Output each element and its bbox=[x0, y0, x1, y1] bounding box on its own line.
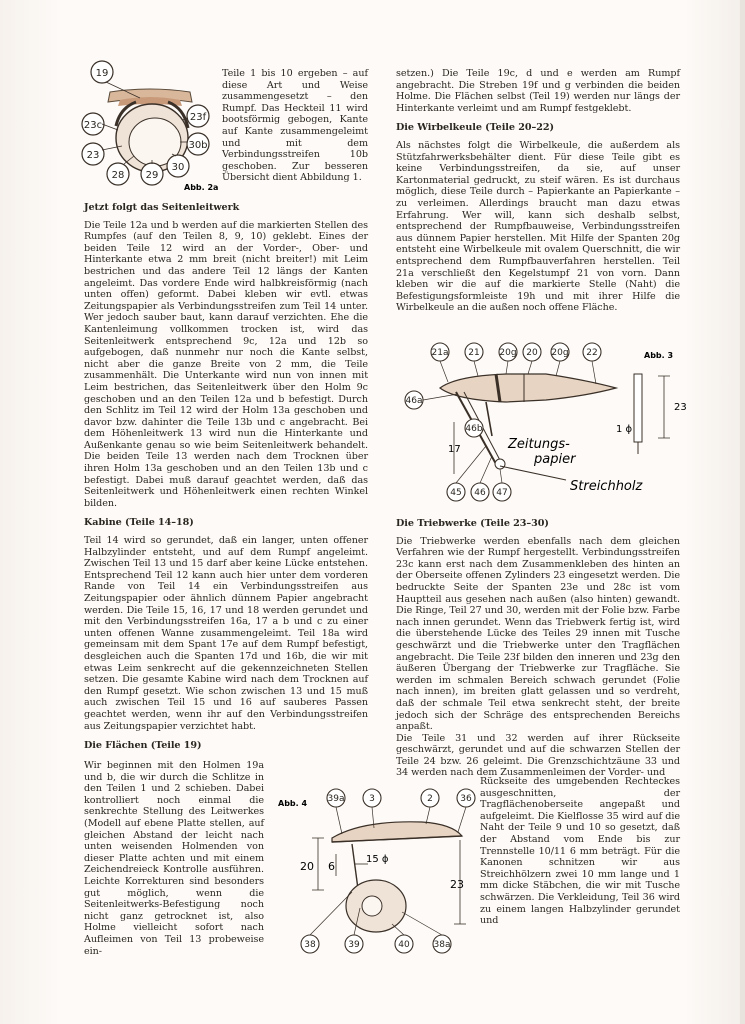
figure-3-drawing bbox=[396, 336, 686, 506]
word-streichholz: Streichholz bbox=[570, 479, 643, 494]
label-23f: 23f bbox=[189, 112, 207, 123]
figure-2a bbox=[80, 56, 220, 196]
heading-wirbelkeule: Die Wirbelkeule (Teile 20–22) bbox=[396, 122, 554, 134]
label-46a: 46a bbox=[405, 396, 423, 406]
dim-17: 17 bbox=[448, 444, 461, 455]
dim-20: 20 bbox=[300, 860, 314, 873]
triebwerke-continued bbox=[480, 776, 680, 927]
label-3: 3 bbox=[369, 794, 375, 804]
figure-3 bbox=[396, 336, 686, 506]
label-21a: 21a bbox=[431, 348, 449, 358]
label-22: 22 bbox=[586, 348, 598, 358]
paragraph-kabine: Teil 14 wird so gerundet, daß ein langer, unten offener Halbzylinder entsteht, und auf dem Rumpf angeleimt. Zwischen Teil 13 und 15 darf aber keine Lücke entstehen. Entsprechend Teil 12 kann auch hier unter dem vorderen Rande von Teil 14 ein Verbindungsstreifen aus Zeitungspapier oder ähnlich dünnem Papier angebracht werden. Die Teile 15, 16, 17 und 18 werden gerundet und mit den Verbindungsstreifen 16a, 17 a b und c zu einer unten offenen Wanne zusammengeleimt. Teil 18a wird gemeinsam mit dem Spant 17e auf dem Rumpf befestigt, desgleichen auch die Spanten 17d und 16b, die wir mit etwas Leim senkrecht auf die gekennzeichneten Stellen setzen. Die gesamte Kabine wird nach dem Trocknen auf den Rumpf gesetzt. Wie schon zwischen 13 und 15 muß auch zwischen Teil 15 und 16 auf sauberes Passen geachtet werden, wenn ihr auf den Verbindungsstreifen aus Zeitungspapier verzichtet habt. bbox=[84, 535, 368, 732]
label-23: 23 bbox=[86, 150, 100, 161]
paragraph-triebwerke-3: Rückseite des umgebenden Rechteckes ausgeschnitten, der Tragflächenoberseite angepaßt und aufgeleimt. Die Kielflosse 35 wird auf die Naht der Teile 9 und 10 so gesetzt, daß der Abstand vom Ende bis zur Trennstelle 10/11 6 mm beträgt. Für die Kanonen schnitzen wir aus Streichhölzern zwei 10 mm lange und 1 mm dicke Stäbchen, die wir mit Tusche schwärzen. Die Verkleidung, Teil 36 wird zu einem langen Halbzylinder gerundet und bbox=[480, 776, 680, 927]
figure-2a-caption: Abb. 2a bbox=[184, 183, 219, 192]
label-38a: 38a bbox=[433, 940, 451, 950]
label-2: 2 bbox=[427, 794, 433, 804]
heading-triebwerke: Die Triebwerke (Teile 23–30) bbox=[396, 518, 549, 529]
paragraph-triebwerke-1: Die Triebwerke werden ebenfalls nach dem gleichen Verfahren wie der Rumpf hergestellt. Verbindungsstreifen 23c kann erst nach dem Zusammenkleben des hinten an der Oberseite offenen Zylinders 23 eingesetzt werden. Die bedruckte Seite der Spanten 23e und 28c ist vom Hauptteil aus gesehen nach außen (also hinten) gewandt. Die Ringe, Teil 27 und 30, werden mit der Folie bzw. Farbe nach innen gerundet. Wenn das Triebwerk fertig ist, wird die überstehende Lücke des Teiles 29 innen mit Tusche geschwärzt und die Triebwerke unter den Tragflächen angebracht. Die Teile 23f bilden den inneren und 23g den äußeren Übergang der Triebwerke zur Tragfläche. Sie werden im schmalen Bereich schwach gerundet (Folie nach innen), im breiten glatt gelassen und so verdreht, daß der schmale Teil etwa senkrecht steht, der breite jedoch sich der Schräge des entsprechenden Bereichs anpaßt. bbox=[396, 535, 680, 733]
label-30: 30 bbox=[171, 162, 185, 173]
figure-4-drawing bbox=[272, 784, 482, 960]
figure-2a-drawing bbox=[80, 56, 220, 196]
page-edge-shadow bbox=[740, 0, 745, 1024]
label-20: 20 bbox=[526, 348, 538, 358]
heading-seitenleitwerk: Jetzt folgt das Seitenleitwerk bbox=[84, 202, 240, 213]
triebwerke-section bbox=[396, 518, 680, 779]
paragraph-flaechen-continued: setzen.) Die Teile 19c, d und e werden am Rumpf angebracht. Die Streben 19f und g verbinden die beiden Holme. Die Flächen selbst (Teil 19) werden nur längs der Hinterkante verleimt und am Rumpf festgeklebt. bbox=[396, 68, 680, 114]
label-30b: 30b bbox=[188, 140, 208, 151]
paragraph-triebwerke-2: Die Teile 31 und 32 werden auf ihrer Rückseite geschwärzt, gerundet und auf die schwarzen Stellen der Teile 24 bzw. 26 geleimt. Die Grenzschichtzäune 33 und 34 werden nach dem Zusammenleimen der Vorder- und bbox=[396, 732, 680, 779]
intro-text-block bbox=[222, 68, 368, 184]
dim-6: 6 bbox=[328, 860, 335, 873]
word-zeitungs: Zeitungs- bbox=[508, 437, 570, 452]
label-39: 39 bbox=[348, 940, 360, 950]
word-papier: papier bbox=[534, 452, 576, 467]
paragraph-seitenleitwerk: Die Teile 12a und b werden auf die markierten Stellen des Rumpfes (auf den Teilen 8, 9, 10) geklebt. Eines der beiden Teile 12 wird an der Vorder-, Ober- und Hinterkante etwa 2 mm breit (nicht breiter!) mit Leim bestrichen und das andere Teil 12 längs der Kanten angeleimt. Das vordere Ende wird halbkreisförmig (nach unten offen) geformt. Dabei kleben wir evtl. etwas Zeitungspapier als Verbindungsstreifen zum Teil 14 unter. Wer jedoch sauber baut, kann darauf verzichten. Ehe die Kantenleimung vollkommen trocken ist, wird das Seitenleitwerk entsprechend 9c, 12a und 12b so aufgebogen, daß nunmehr nur noch die Kante selbst, nicht aber die ganze Breite von 2 mm, die Teile zusammenhält. Die Unterkante wird nun von innen mit Leim bestrichen, das Seitenleitwerk über den Holm 9c geschoben und an den Teilen 12a und b befestigt. Durch den Schlitz im Teil 12 wird der Holm 13a geschoben und davor bzw. dahinter die Teile 13b und c angebracht. Bei dem Höhenleitwerk 13 wird nun die Hinterkante und Außenkante genau so wie beim Seitenleitwerk behandelt. Die beiden Teile 13 werden nach dem Trocknen über ihren Holm 13a geschoben und an den Teilen 13b und c befestigt. Dabei muß darauf geachtet werden, daß das Seitenleitwerk und Höhenleitwerk einen rechten Winkel bilden. bbox=[84, 219, 368, 509]
label-45: 45 bbox=[450, 488, 462, 498]
label-20g-a: 20g bbox=[499, 348, 517, 358]
label-20g-b: 20g bbox=[551, 348, 569, 358]
label-36: 36 bbox=[460, 794, 472, 804]
dim-23: 23 bbox=[674, 402, 686, 413]
left-column bbox=[84, 202, 368, 758]
dim-diameter: 1 ϕ bbox=[616, 424, 633, 435]
paragraph-wirbelkeule: Als nächstes folgt die Wirbelkeule, die außerdem als Stützfahrwerksbehälter dient. Für diese Teile gibt es keine Verbindungsstreifen, da sie, auf unser Kartonmaterial gedruckt, zu steif wären. Es ist durchaus möglich, diese Teile durch – Papierkante an Papierkante – zu verleimen. Allerdings braucht man dazu etwas Erfahrung. Wer will, kann sich deshalb selbst, entsprechend der Rumpfbauweise, Verbindungsstreifen aus dünnem Papier herstellen. Mit Hilfe der Spanten 20g entsteht eine Wirbelkeule mit ovalem Querschnitt, die wir entsprechend dem Rumpfbauverfahren herstellen. Teil 21a verschließt den Kegelstumpf 21 von vorn. Dann kleben wir die auf die markierte Stelle (Naht) die Befestigungsformleiste 19h und mit ihrer Hilfe die Wirbelkeule an die außen noch offene Fläche. bbox=[396, 139, 680, 314]
dim-angle: 15 ϕ bbox=[366, 854, 389, 865]
label-47: 47 bbox=[496, 488, 508, 498]
label-46: 46 bbox=[474, 488, 486, 498]
label-19: 19 bbox=[95, 68, 109, 79]
dim-23-fig4: 23 bbox=[450, 878, 464, 891]
label-39a: 39a bbox=[327, 794, 345, 804]
label-38: 38 bbox=[304, 940, 316, 950]
heading-kabine: Kabine (Teile 14–18) bbox=[84, 517, 194, 529]
figure-3-caption: Abb. 3 bbox=[644, 351, 674, 360]
label-23c: 23c bbox=[83, 120, 103, 131]
label-21: 21 bbox=[468, 348, 480, 358]
label-28: 28 bbox=[111, 170, 125, 181]
right-column-top bbox=[396, 68, 680, 314]
label-29: 29 bbox=[145, 170, 159, 181]
paragraph-flaechen: Wir beginnen mit den Holmen 19a und b, die wir durch die Schlitze in den Teilen 1 und 2 schieben. Dabei kontrolliert noch einmal die senkrechte Stellung des Leitwerkes (Modell auf ebene Platte stellen, auf gleichen Abstand der leicht nach unten weisenden Holmenden von dieser Platte achten und mit einem Zeichendreieck Kontrolle ausführen. Leichte Korrekturen sind besonders gut möglich, wenn die Seitenleitwerks-Befestigung noch nicht ganz getrocknet ist, also Holme vielleicht sofort nach Aufleimen von Teil 13 probeweise ein- bbox=[84, 760, 264, 957]
label-46b: 46b bbox=[465, 424, 483, 434]
figure-4 bbox=[272, 784, 482, 960]
label-40: 40 bbox=[398, 940, 410, 950]
intro-paragraph: Teile 1 bis 10 ergeben – auf diese Art und Weise zusammengesetzt – den Rumpf. Das Heckteil 11 wird bootsförmig gebogen, Kante auf Kante zusammengeleimt und mit dem Verbindungsstreifen 10b geschoben. Zur besseren Übersicht dient Abbildung 1. bbox=[222, 68, 368, 184]
figure-4-caption: Abb. 4 bbox=[278, 799, 308, 808]
heading-flaechen: Die Flächen (Teile 19) bbox=[84, 740, 202, 752]
